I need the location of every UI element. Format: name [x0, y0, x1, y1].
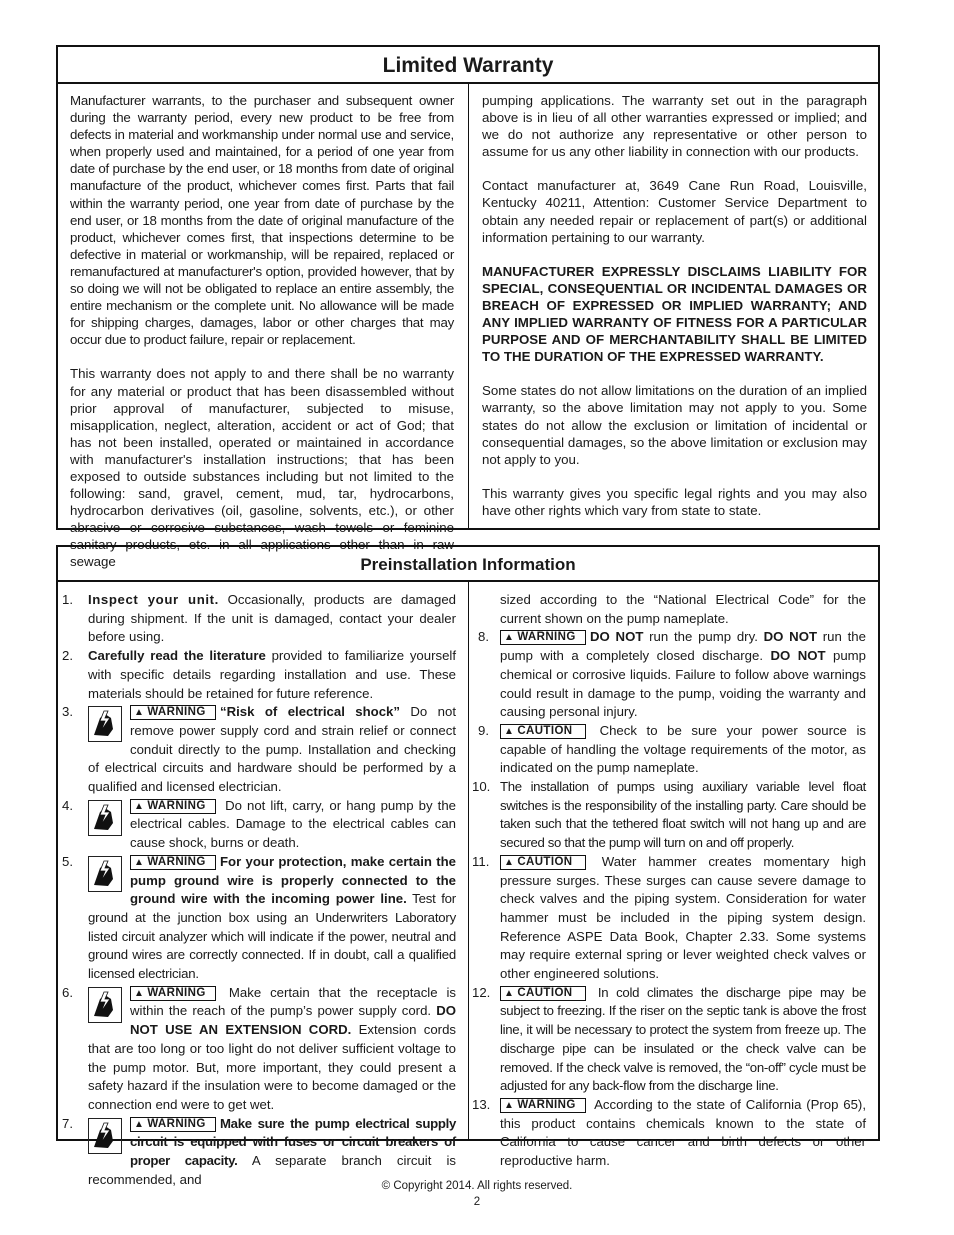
item-text: Do not lift, carry, or hang pump by the electrical cables. Damage to the electrical cables can cause shock, burns or death.	[130, 797, 456, 851]
badge-label: WARNING	[147, 799, 206, 812]
warning-badge	[500, 1098, 586, 1113]
item-number: 7.	[62, 1115, 73, 1131]
item-text: In cold climates the discharge pipe may be subject to freezing. If the riser on the septic tank is above the frost line, it will be necessary to protect the system from freeze up. The discharge pipe can be insulated or the check valve can be removed. If the check valve is removed, the “on-off” cycle must be adjusted for any back-flow from the discharge line.	[500, 984, 866, 1094]
list-item-continued	[472, 591, 866, 628]
list-item	[62, 984, 456, 1115]
item-text: Check to be sure your power source is capable of handling the voltage requirements of the motor, as indicated on the pump nameplate.	[500, 722, 866, 776]
item-text: Make certain that the receptacle is within the reach of the pump’s power supply cord.	[130, 984, 456, 1019]
badge-label: CAUTION	[517, 724, 573, 737]
badge-label: WARNING	[147, 855, 206, 868]
list-item	[472, 1096, 866, 1171]
item-number: 8.	[478, 629, 489, 645]
warranty-paragraph: Contact manufacturer at, 3649 Cane Run Road, Louisville, Kentucky 40211, Attention: Customer Service Department to obtain any needed repair or replacement of part(s) or additional information pertaining to our warranty.	[482, 178, 867, 245]
warning-triangle-icon: ▲	[504, 725, 515, 737]
item-lead: DO NOT	[763, 629, 818, 645]
item-text: sized according to the “National Electrical Code” for the current shown on the pump nameplate.	[500, 592, 866, 626]
item-text: provided to familiarize yourself with specific details regarding installation and use. These materials should be retained for future reference.	[88, 648, 456, 701]
item-lead: Carefully read the literature	[88, 648, 266, 664]
warning-badge	[130, 986, 216, 1001]
badge-label: WARNING	[147, 706, 206, 719]
item-lead: For your protection, make certain the pump ground wire is properly connected to the ground wire with the incoming power line.	[130, 853, 456, 907]
electrical-shock-hazard-icon	[88, 856, 122, 892]
electrical-shock-hazard-icon	[88, 1118, 122, 1154]
page-number: 2	[473, 1196, 481, 1208]
item-text: run the pump with a completely closed discharge.	[500, 629, 866, 664]
copyright-notice: © Copyright 2014. All rights reserved.	[381, 1180, 573, 1192]
list-item	[472, 853, 866, 984]
item-number: 3.	[62, 704, 73, 720]
item-number: 11.	[472, 853, 490, 869]
caution-badge	[500, 986, 586, 1001]
item-number: 1.	[62, 592, 73, 607]
electrical-shock-hazard-icon	[88, 987, 122, 1023]
item-lead: “Risk of electrical shock”	[220, 704, 400, 720]
item-number: 2.	[62, 648, 73, 664]
item-number: 6.	[62, 984, 73, 1000]
caution-badge	[500, 724, 586, 739]
warning-triangle-icon: ▲	[504, 856, 515, 868]
badge-label: CAUTION	[517, 855, 573, 868]
item-number: 9.	[478, 722, 489, 738]
item-lead: DO NOT	[770, 648, 826, 664]
preinstall-left-column	[62, 591, 456, 1190]
item-text: Do not remove power supply cord and strain relief or connect conduit directly to the pump. Installation and checking of electrical circuits and hardware should be performed by a qualified and licensed electrician.	[88, 704, 456, 795]
warranty-right-column	[482, 92, 867, 519]
item-lead: Inspect your unit.	[88, 592, 219, 607]
item-text: Water hammer creates momentary high pressure surges. These surges can cause severe damage to check valves and the piping system. Consideration for water hammer must be included in the piping system design. Reference ASPE Data Book, Chapter 2.33. Some systems may require external spring or lever weighted check valves or other engineered solutions.	[500, 853, 866, 982]
item-lead: Make sure the pump electrical supply circuit is equipped with fuses or circuit breakers of proper capacity.	[130, 1115, 456, 1169]
badge-label: CAUTION	[517, 986, 573, 999]
warning-badge	[130, 855, 216, 870]
warning-triangle-icon: ▲	[134, 800, 145, 812]
list-item	[472, 628, 866, 722]
list-item	[472, 722, 866, 778]
item-number: 4.	[62, 797, 73, 813]
warranty-left-column	[70, 92, 454, 571]
caution-badge	[500, 855, 586, 870]
warning-triangle-icon: ▲	[134, 856, 145, 868]
badge-label: WARNING	[147, 1117, 206, 1130]
warranty-paragraph: This warranty gives you specific legal rights and you may also have other rights which vary from state to state.	[482, 485, 867, 518]
badge-label: WARNING	[147, 986, 206, 999]
warranty-title: Limited Warranty	[58, 47, 878, 84]
item-text: Occasionally, products are damaged during shipment. If the unit is damaged, contact your dealer before using.	[88, 592, 456, 645]
warning-triangle-icon: ▲	[134, 707, 145, 719]
item-lead: DO NOT USE AN EXTENSION CORD.	[130, 1003, 456, 1038]
item-text: Test for ground at the junction box using an Underwriters Laboratory listed circuit analyzer which will indicate if the power, neutral and ground wires are correctly connected. If in doubt, call a qualified licensed electrician.	[88, 891, 456, 982]
item-number: 12.	[472, 984, 491, 1000]
warranty-paragraph: pumping applications. The warranty set out in the paragraph above is in lieu of all other warranties expressed or implied; and we do not authorize any representative or other person to assume for us any other liability in connection with our products.	[482, 93, 867, 160]
item-text: According to the state of California (Prop 65), this product contains chemicals known to the state of California to cause cancer and birth defects or other reproductive harm.	[500, 1096, 866, 1169]
list-item	[62, 797, 456, 853]
warranty-paragraph: Manufacturer warrants, to the purchaser and subsequent owner during the warranty period, every new product to be free from defects in material and workmanship under normal use and service, when properly used and maintained, for a period of one year from date of purchase by the end user, or 18 months from date of original manufacture of the product, whichever comes first. Parts that fail within the warranty period, one year from date of purchase by the end user, or 18 months from the date of original manufacture of the product, whichever comes first, that inspections determine to be defective in material or workmanship, will be repaired, replaced or remanufactured at manufacturer's option, provided however, that by so doing we will not be obligated to replace an entire assembly, the entire mechanism or the complete unit. No allowance will be made for shipping charges, damages, labor or other charges that may occur due to product failure, repair or replacement.	[70, 93, 454, 348]
item-number: 5.	[62, 853, 73, 869]
warranty-disclaimer: MANUFACTURER EXPRESSLY DISCLAIMS LIABILITY FOR SPECIAL, CONSEQUENTIAL OR INCIDENTAL DAMAGES OR BREACH OF EXPRESSED OR IMPLIED WARRANTY; AND ANY IMPLIED WARRANTY OF FITNESS FOR A PARTICULAR PURPOSE AND OF MERCHANTABILITY SHALL BE LIMITED TO THE DURATION OF THE EXPRESSED WARRANTY.	[482, 263, 867, 365]
item-text: run the pump dry.	[643, 629, 764, 645]
preinstall-right-column	[472, 591, 866, 1171]
column-divider	[468, 582, 469, 1139]
list-item	[62, 853, 456, 984]
warning-badge	[130, 1117, 216, 1132]
warning-triangle-icon: ▲	[134, 1118, 145, 1130]
preinstallation-title: Preinstallation Information	[58, 547, 878, 582]
column-divider	[468, 84, 469, 528]
list-item	[62, 703, 456, 797]
badge-label: WARNING	[517, 631, 576, 644]
list-item	[472, 984, 866, 1096]
item-text: The installation of pumps using auxiliary variable level float switches is the responsibility of the installing party. Care should be taken such that the tethered float switch will not hang up and are secured so that the pump will turn on and off properly.	[500, 779, 866, 851]
warranty-paragraph: Some states do not allow limitations on the duration of an implied warranty, so the above limitation may not apply to you. Some states do not allow the exclusion or limitation of incidental or consequential damages, so the above limitation or exclusion may not apply to you.	[482, 383, 867, 467]
warning-triangle-icon: ▲	[134, 987, 145, 999]
list-item	[62, 647, 456, 703]
list-item	[472, 778, 866, 853]
warning-badge	[130, 705, 216, 720]
item-text: pump chemical or corrosive liquids. Failure to follow above warnings could result in damage to the pump, voiding the warranty and causing personal injury.	[500, 648, 866, 720]
list-item	[62, 591, 456, 647]
badge-label: WARNING	[517, 1098, 576, 1111]
electrical-shock-hazard-icon	[88, 800, 122, 836]
warning-badge	[130, 799, 216, 814]
list-item	[62, 1115, 456, 1190]
electrical-shock-hazard-icon	[88, 706, 122, 742]
warranty-paragraph: This warranty does not apply to and there shall be no warranty for any material or product that has been disassembled without prior approval of manufacturer, subjected to misuse, misapplication, neglect, alteration, accident or act of God; that has not been installed, operated or maintained in accordance with manufacturer's installation instructions; that has been exposed to outside substances including but not limited to the following: sand, gravel, cement, mud, tar, hydrocarbons, hydrocarbon derivatives (oil, gasoline, solvents, etc.), or other abrasive or corrosive substances, wash towels or feminine sanitary products, etc. in all applications other than in raw sewage	[70, 366, 454, 570]
item-lead: DO NOT	[590, 629, 644, 645]
item-text: A separate branch circuit is recommended, and	[88, 1153, 456, 1187]
item-text: Extension cords that are too long or too light do not deliver sufficient voltage to the pump motor. But, more important, they could present a safety hazard if the insulation were to become damaged or the connection end were to get wet.	[88, 1022, 456, 1112]
item-number: 13.	[472, 1096, 491, 1112]
warning-triangle-icon: ▲	[504, 632, 515, 644]
item-number: 10.	[472, 779, 491, 795]
warning-triangle-icon: ▲	[504, 1099, 515, 1111]
warning-triangle-icon: ▲	[504, 987, 515, 999]
warning-badge	[500, 630, 586, 645]
